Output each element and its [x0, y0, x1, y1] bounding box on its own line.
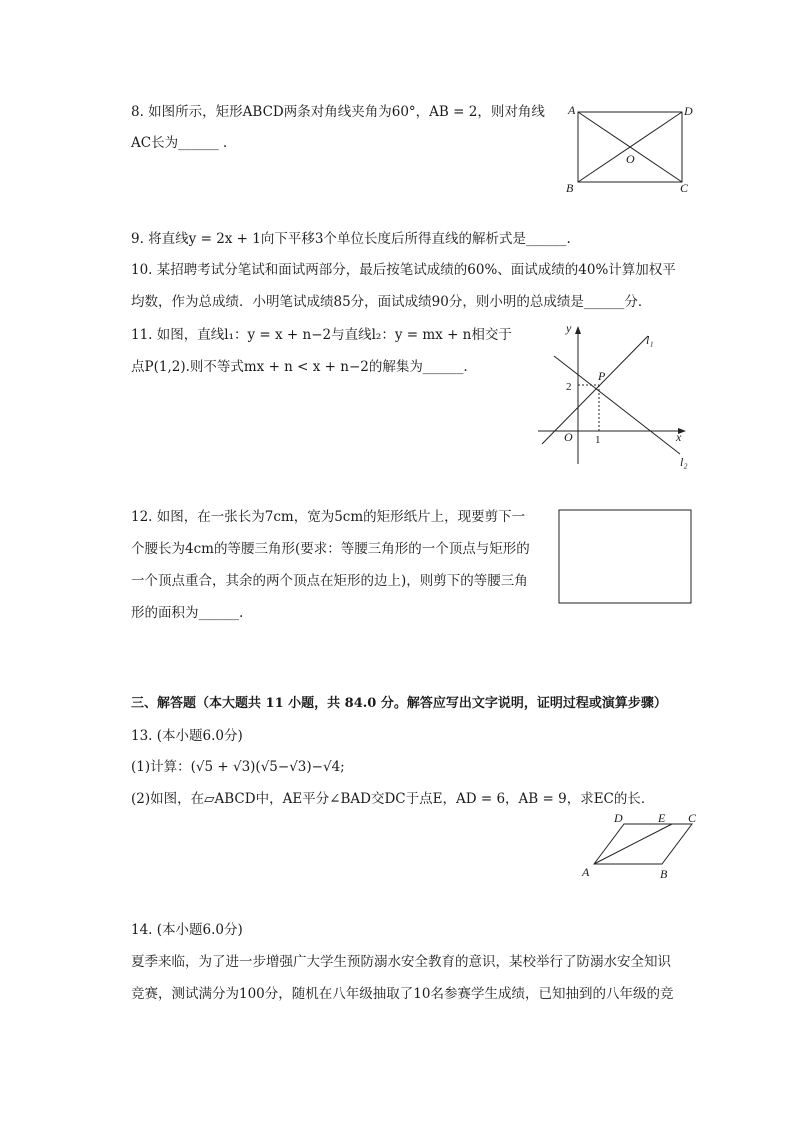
q11-label-o: O	[564, 430, 573, 444]
q8-text-line2: AC长为______ .	[131, 135, 228, 151]
q11-graph-figure	[530, 318, 700, 477]
q13-label-c: C	[688, 811, 697, 825]
q12-text-line2: 个腰长为4cm的等腰三角形(要求：等腰三角形的一个顶点与矩形的	[131, 541, 530, 557]
q12-text-line3: 一个顶点重合，其余的两个顶点在矩形的边上)，则剪下的等腰三角	[131, 573, 528, 589]
q10-text-line1: 10. 某招聘考试分笔试和面试两部分，最后按笔试成绩的60%、面试成绩的40%计算加权平	[131, 262, 676, 278]
q13-label-a: A	[582, 865, 590, 879]
q11-label-y: y	[566, 321, 572, 335]
q11-text-line1: 11. 如图，直线l₁：y = x + n−2与直线l₂：y = mx + n相交于	[131, 327, 512, 343]
q8-text-line1: 8. 如图所示，矩形ABCD两条对角线夹角为60°，AB = 2，则对角线	[131, 104, 545, 120]
q13-parallelogram-figure	[578, 812, 708, 888]
q8-label-c: C	[680, 181, 689, 195]
q11-label-l1: l₁	[646, 333, 654, 347]
q13-part2: (2)如图，在▱ABCD中，AE平分∠BAD交DC于点E，AD = 6，AB = 9，求EC的长．	[131, 791, 655, 807]
q13-part1: (1)计算：(√5 + √3)(√5−√3)−√4;	[131, 759, 345, 775]
q11-label-x: x	[676, 430, 682, 444]
q8-rectangle-figure	[560, 100, 700, 204]
q12-text-line4: 形的面积为______.	[131, 605, 244, 621]
q8-label-d: D	[684, 104, 693, 118]
q14-text-line1: 夏季来临，为了进一步增强广大学生预防溺水安全教育的意识，某校举行了防溺水安全知识	[131, 954, 671, 970]
q10-text-line2: 均数，作为总成绩．小明笔试成绩85分，面试成绩90分，则小明的总成绩是______分．	[131, 294, 652, 310]
q12-rectangle-figure	[558, 509, 694, 609]
q11-label-l2: l₂	[680, 455, 688, 469]
q13-label-d: D	[614, 811, 623, 825]
q14-header: 14. (本小题6.0分)	[131, 922, 243, 938]
q12-text-line1: 12. 如图，在一张长为7cm，宽为5cm的矩形纸片上，现要剪下一	[131, 509, 526, 525]
q11-label-2: 2	[566, 381, 572, 393]
q11-label-1: 1	[595, 434, 601, 446]
q8-label-o: O	[626, 152, 635, 166]
section-3-title: 三、解答题（本大题共 11 小题，共 84.0 分。解答应写出文字说明，证明过程或演算步骤）	[131, 696, 667, 711]
q9-text: 9. 将直线y = 2x + 1向下平移3个单位长度后所得直线的解析式是______.	[131, 231, 571, 247]
q11-label-p: P	[598, 369, 606, 383]
q13-label-b: B	[660, 867, 668, 881]
q14-text-line2: 竞赛，测试满分为100分，随机在八年级抽取了10名参赛学生成绩，已知抽到的八年级的竞	[131, 986, 674, 1002]
q8-label-b: B	[566, 181, 574, 195]
q13-label-e: E	[658, 811, 666, 825]
q8-label-a: A	[568, 103, 576, 117]
q11-text-line2: 点P(1,2).则不等式mx + n < x + n−2的解集为______.	[131, 359, 468, 375]
q13-header: 13. (本小题6.0分)	[131, 728, 243, 744]
